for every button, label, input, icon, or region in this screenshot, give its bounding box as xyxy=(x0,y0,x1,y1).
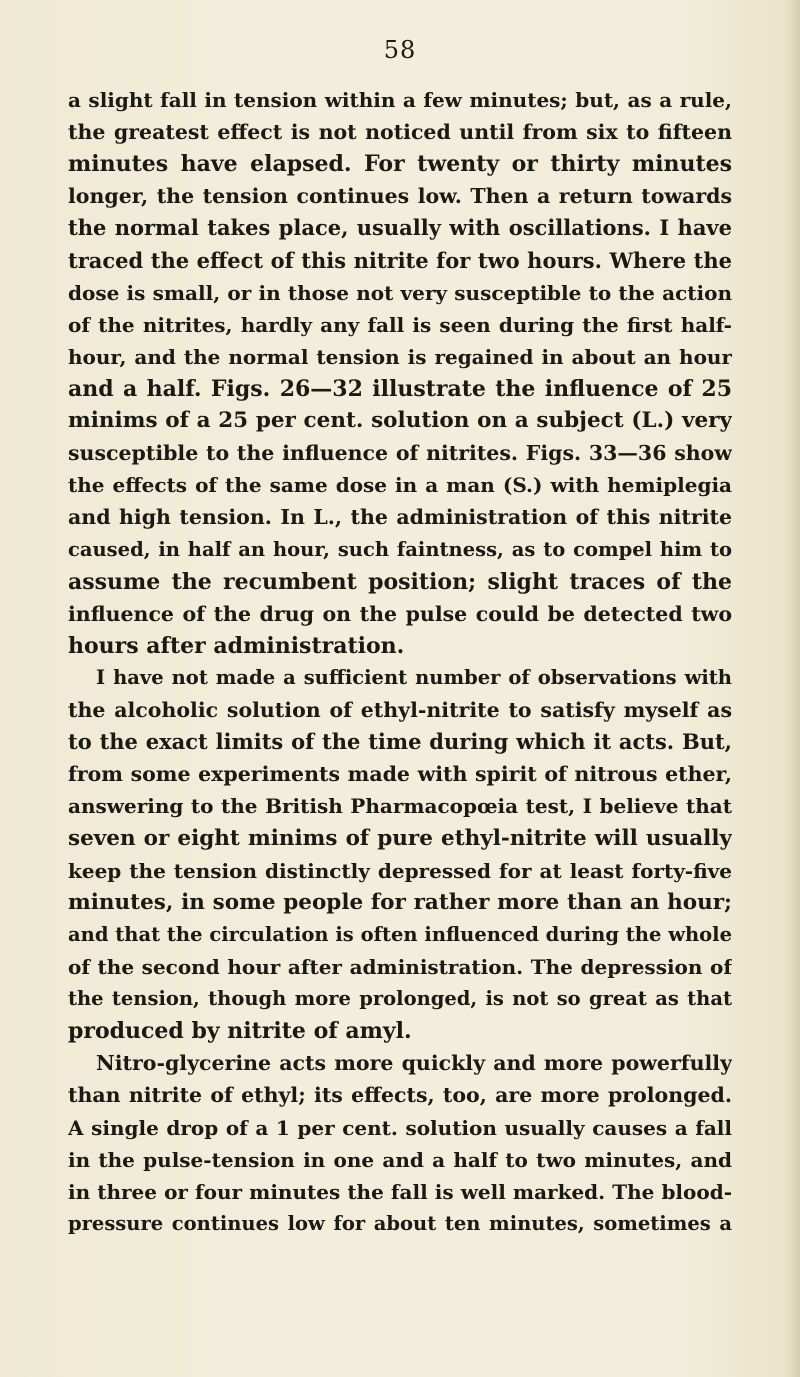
text-line-26: minutes, in some people for rather more than an hour; xyxy=(68,889,732,915)
text-line-31: Nitro-glycerine acts more quickly and more powerfully xyxy=(96,1051,732,1076)
text-line-28: of the second hour after administration. The depression of xyxy=(68,954,732,979)
text-line-16: assume the recumbent position; slight traces of the xyxy=(68,568,732,595)
text-line-24: seven or eight minims of pure ethyl-nitrite will usually xyxy=(68,825,732,851)
text-line-7: dose is small, or in those not very susceptible to the action xyxy=(68,280,732,305)
text-line-33: A single drop of a 1 per cent. solution usually causes a fall xyxy=(68,1115,732,1140)
text-line-5: the normal takes place, usually with oscillations. I have xyxy=(68,215,732,241)
page-number: 58 xyxy=(383,36,417,64)
text-line-14: and high tension. In L., the administration of this nitrite xyxy=(68,505,732,530)
page-edge-shadow xyxy=(786,0,800,1377)
text-line-9: hour, and the normal tension is regained in about an hour xyxy=(68,344,732,369)
text-line-21: to the exact limits of the time during which it acts. But, xyxy=(68,729,732,755)
text-line-10: and a half. Figs. 26—32 illustrate the influence of 25 xyxy=(68,375,732,402)
text-line-11: minims of a 25 per cent. solution on a subject (L.) very xyxy=(68,408,732,434)
text-line-30: produced by nitrite of amyl. xyxy=(68,1018,412,1045)
text-line-34: in the pulse-tension in one and a half to two minutes, and xyxy=(68,1147,732,1172)
text-line-23: answering to the British Pharmacopœia test, I believe that xyxy=(68,794,732,819)
body-text xyxy=(68,84,732,1240)
text-line-29: the tension, though more prolonged, is not so great as that xyxy=(68,987,732,1011)
text-line-25: keep the tension distinctly depressed for at least forty-five xyxy=(68,858,732,883)
text-line-17: influence of the drug on the pulse could be detected two xyxy=(68,601,732,626)
text-line-35: in three or four minutes the fall is well marked. The blood- xyxy=(68,1179,732,1204)
text-line-32: than nitrite of ethyl; its effects, too, are more prolonged. xyxy=(68,1083,732,1108)
text-line-2: the greatest effect is not noticed until from six to fifteen xyxy=(68,120,732,145)
text-line-8: of the nitrites, hardly any fall is seen during the first half- xyxy=(68,312,732,337)
text-line-36: pressure continues low for about ten minutes, sometimes a xyxy=(68,1211,732,1235)
text-line-1: a slight fall in tension within a few minutes; but, as a rule, xyxy=(68,88,732,112)
text-line-4: longer, the tension continues low. Then a return towards xyxy=(68,184,732,209)
text-line-19: I have not made a sufficient number of observations with xyxy=(96,665,732,689)
text-line-12: susceptible to the influence of nitrites. Figs. 33—36 show xyxy=(68,441,732,466)
text-line-13: the effects of the same dose in a man (S.) with hemiplegia xyxy=(68,473,732,498)
text-line-3: minutes have elapsed. For twenty or thirty minutes xyxy=(68,151,732,178)
text-line-15: caused, in half an hour, such faintness, as to compel him to xyxy=(68,537,732,561)
text-line-22: from some experiments made with spirit of nitrous ether, xyxy=(68,762,732,787)
text-line-18: hours after administration. xyxy=(68,632,405,659)
text-line-6: traced the effect of this nitrite for two hours. Where the xyxy=(68,247,732,273)
text-line-20: the alcoholic solution of ethyl-nitrite to satisfy myself as xyxy=(68,698,732,723)
text-line-27: and that the circulation is often influenced during the whole xyxy=(68,922,732,946)
